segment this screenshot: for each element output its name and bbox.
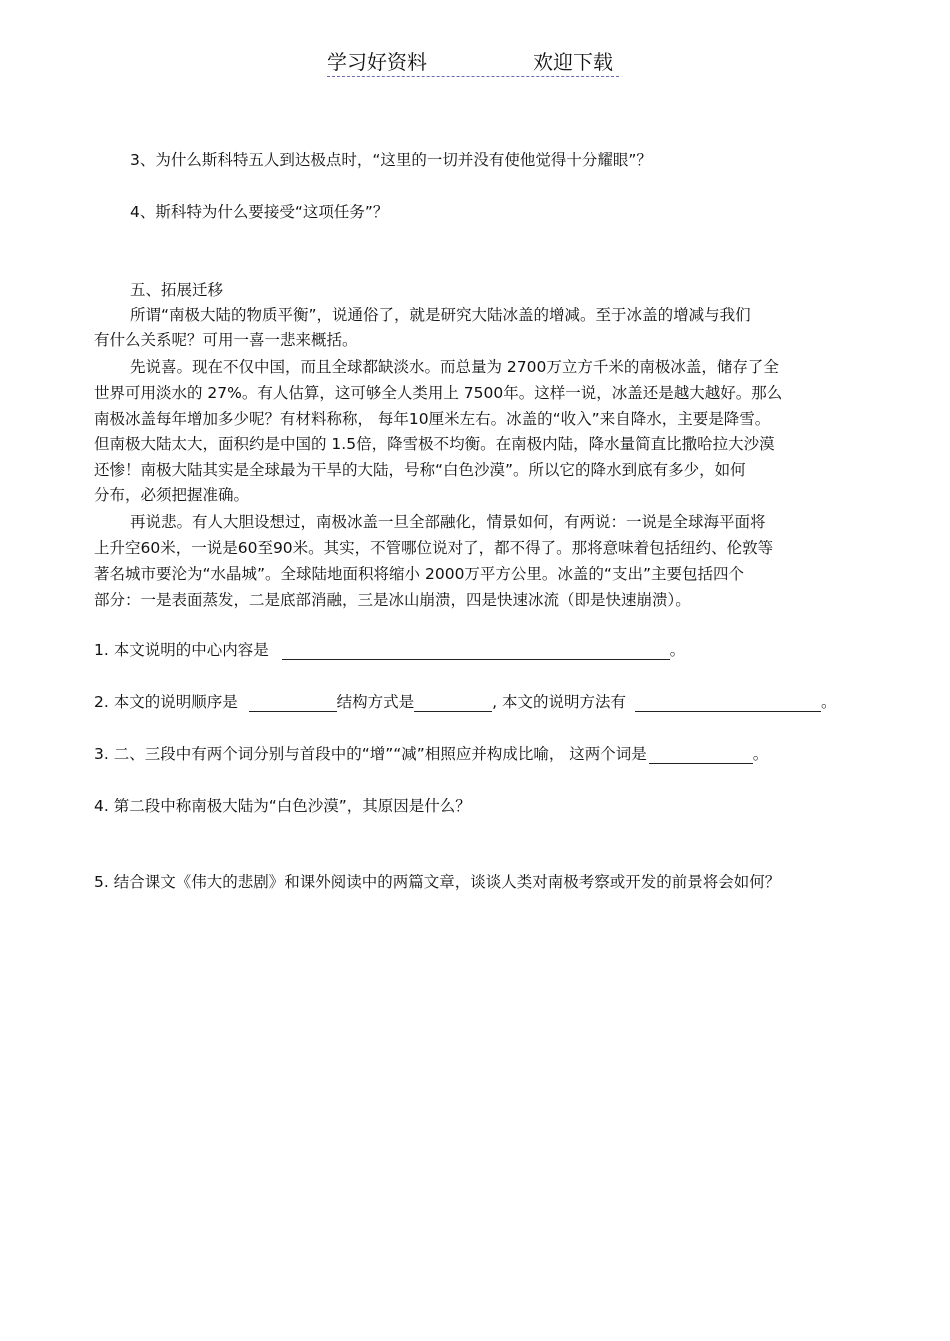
passage-line: 分布，必须把握准确。	[94, 486, 250, 504]
answer-blank-2a[interactable]	[249, 695, 337, 712]
question-3: 3、为什么斯科特五人到达极点时，“这里的一切并没有使他觉得十分耀眼”？	[130, 151, 652, 169]
exercise-1	[94, 640, 685, 660]
answer-blank-2b[interactable]	[414, 695, 492, 712]
exercise-2-text-b: 结构方式是	[336, 693, 415, 711]
passage-line: 还惨！南极大陆其实是全球最为干旱的大陆，号称“白色沙漠”。所以它的降水到底有多少，如何	[94, 461, 746, 479]
header-left-text: 学习好资料	[327, 50, 427, 74]
exercise-1-end: 。	[669, 641, 686, 659]
page-header	[327, 44, 619, 77]
passage-line: 有什么关系呢？可用一喜一悲来概括。	[94, 331, 358, 349]
exercise-3	[94, 744, 768, 764]
section-title: 五、拓展迁移	[130, 281, 224, 299]
exercise-2-text-c: , 本文的说明方法有	[492, 693, 627, 711]
passage-line: 著名城市要沦为“水晶城”。全球陆地面积将缩小 2000万平方公里。冰盖的“支出”主要包括四个	[94, 565, 744, 583]
passage-line: 世界可用淡水的 27%。有人估算，这可够全人类用上 7500年。这样一说，冰盖还是越大越好。那么	[94, 384, 783, 402]
exercise-2	[94, 692, 836, 712]
exercise-4: 4. 第二段中称南极大陆为“白色沙漠”，其原因是什么？	[94, 797, 471, 815]
answer-blank-2c[interactable]	[635, 695, 821, 712]
question-4: 4、斯科特为什么要接受“这项任务”？	[130, 203, 389, 221]
answer-blank-1[interactable]	[282, 643, 670, 660]
answer-blank-3[interactable]	[649, 747, 753, 764]
exercise-2-text-a: 2. 本文的说明顺序是	[94, 693, 238, 711]
passage-line: 部分：一是表面蒸发，二是底部消融，三是冰山崩溃，四是快速冰流（即是快速崩溃）。	[94, 591, 691, 609]
passage-line: 上升空60米，一说是60至90米。其实，不管哪位说对了，都不得了。那将意味着包括纽约、伦敦等	[94, 539, 774, 557]
exercise-5: 5. 结合课文《伟大的悲剧》和课外阅读中的两篇文章，谈谈人类对南极考察或开发的前景将会如何？	[94, 873, 781, 891]
passage-line: 再说悲。有人大胆设想过，南极冰盖一旦全部融化，情景如何，有两说：一说是全球海平面将	[130, 513, 766, 531]
passage-line: 所谓“南极大陆的物质平衡”，说通俗了，就是研究大陆冰盖的增减。至于冰盖的增减与我们	[130, 306, 751, 324]
passage-line: 但南极大陆太大，面积约是中国的 1.5倍，降雪极不均衡。在南极内陆，降水量简直比撒哈拉大沙漠	[94, 435, 775, 453]
header-right-text: 欢迎下载	[533, 50, 613, 74]
passage-line: 先说喜。现在不仅中国，而且全球都缺淡水。而总量为 2700万立方千米的南极冰盖，储存了全	[130, 358, 779, 376]
exercise-3-text: 3. 二、三段中有两个词分别与首段中的“增”“减”相照应并构成比喻， 这两个词是	[94, 745, 647, 763]
exercise-1-text: 1. 本文说明的中心内容是	[94, 641, 269, 659]
exercise-3-end: 。	[752, 745, 769, 763]
exercise-2-end: 。	[820, 693, 837, 711]
passage-line: 南极冰盖每年增加多少呢？有材料称称， 每年10厘米左右。冰盖的“收入”来自降水，主要是降雪。	[94, 410, 771, 428]
